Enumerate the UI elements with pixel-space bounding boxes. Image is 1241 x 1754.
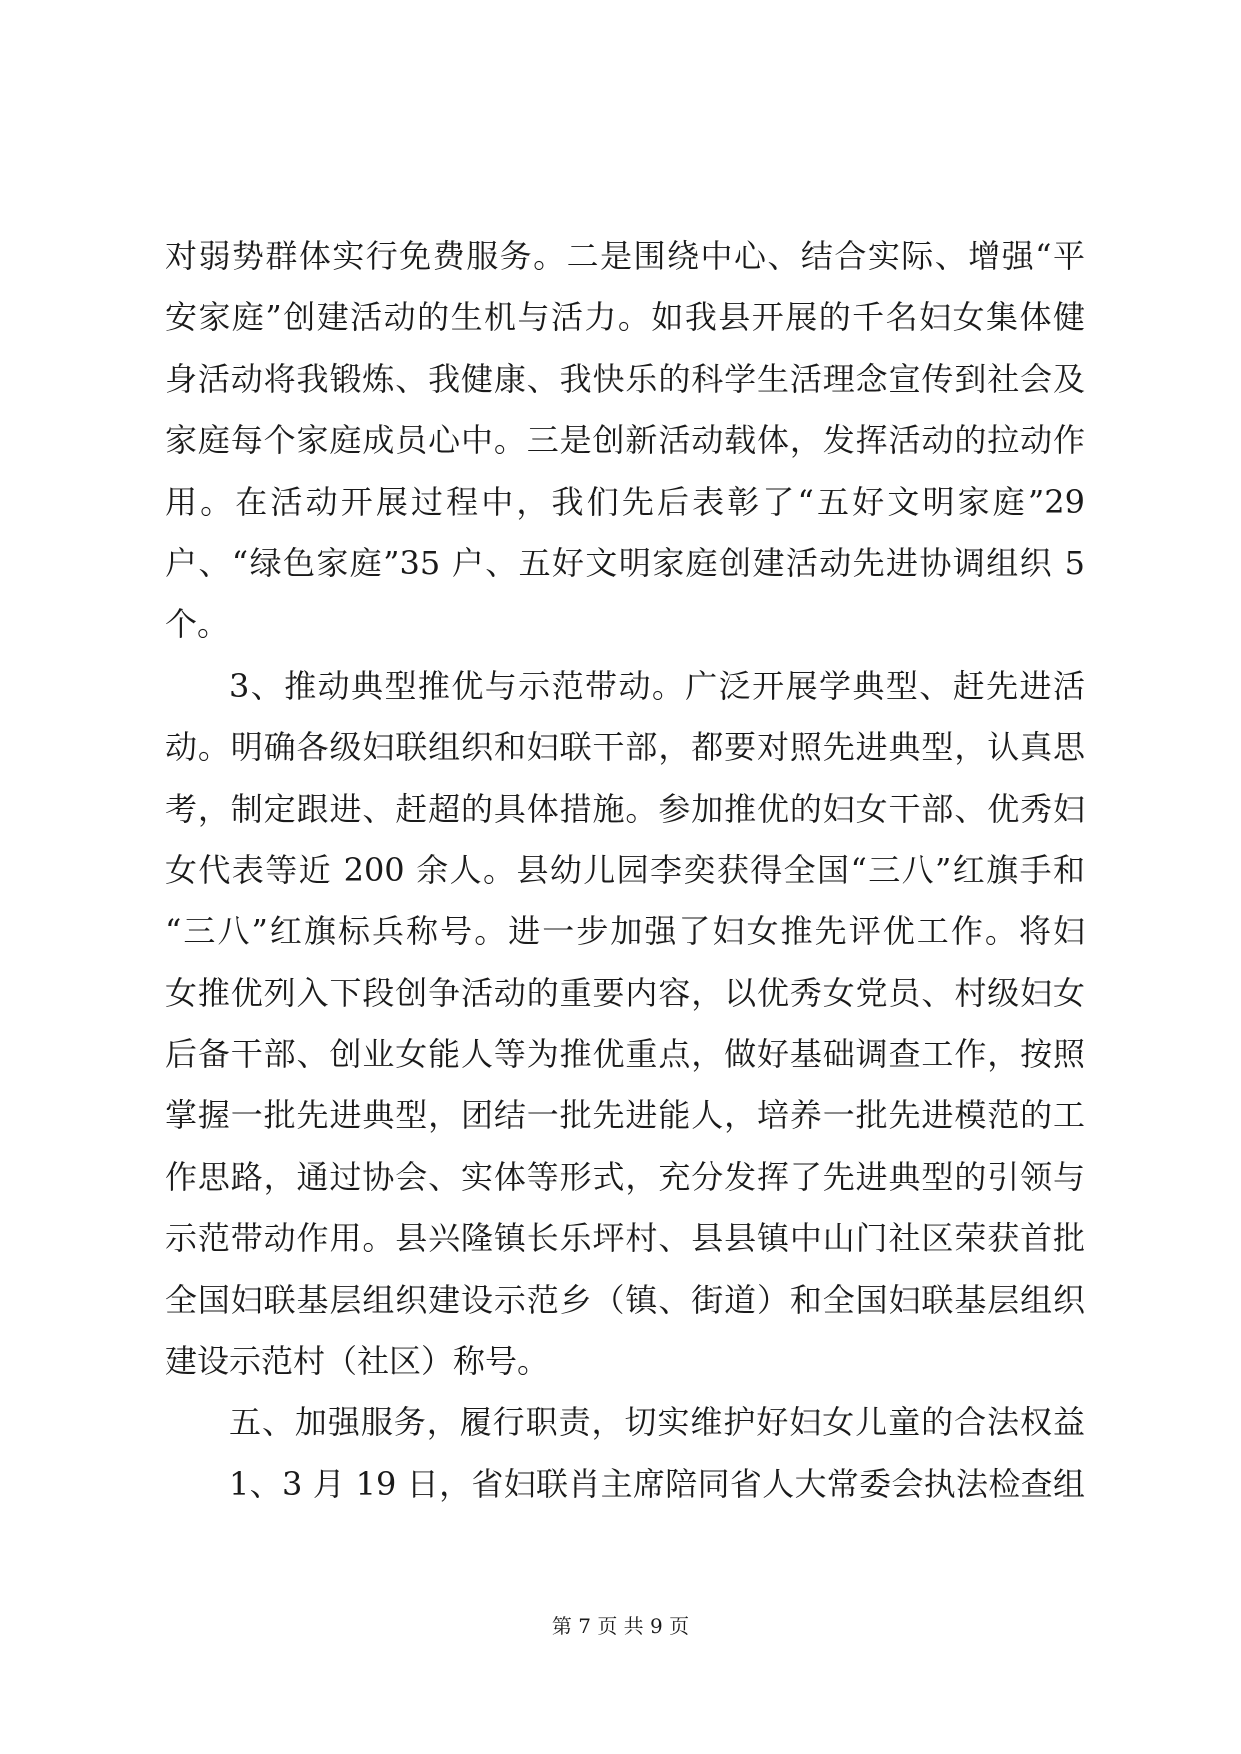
text-line: 建设示范村（社区）称号。 [165,1342,550,1381]
text-line: 掌握一批先进典型，团结一批先进能人，培养一批先进模范的工 [165,1096,1085,1135]
text-line: 安家庭”创建活动的生机与活力。如我县开展的千名妇女集体健 [165,298,1085,337]
text-line: 女代表等近 200 余人。县幼儿园李奕获得全国“三八”红旗手和 [165,850,1085,889]
text-line: 身活动将我锻炼、我健康、我快乐的科学生活理念宣传到社会及 [165,359,1085,398]
text-line: 考，制定跟进、赶超的具体措施。参加推优的妇女干部、优秀妇 [165,789,1085,828]
text-line: 1、3 月 19 日，省妇联肖主席陪同省人大常委会执法检查组 [229,1464,1085,1503]
body-text [165,226,1085,1515]
text-line: 作思路，通过协会、实体等形式，充分发挥了先进典型的引领与 [165,1157,1085,1196]
text-line: 示范带动作用。县兴隆镇长乐坪村、县县镇中山门社区荣获首批 [165,1219,1085,1258]
text-line: 个。 [165,605,230,644]
text-line: 全国妇联基层组织建设示范乡（镇、街道）和全国妇联基层组织 [165,1280,1085,1319]
text-line: 用。在活动开展过程中，我们先后表彰了“五好文明家庭”29 [165,482,1085,521]
text-line: 对弱势群体实行免费服务。二是围绕中心、结合实际、增强“平 [165,237,1085,275]
text-line: 动。明确各级妇联组织和妇联干部，都要对照先进典型，认真思 [165,728,1085,767]
text-line: 家庭每个家庭成员心中。三是创新活动载体，发挥活动的拉动作 [165,421,1085,460]
text-line: “三八”红旗标兵称号。进一步加强了妇女推先评优工作。将妇 [165,912,1085,951]
text-line: 五、加强服务，履行职责，切实维护好妇女儿童的合法权益 [229,1403,1085,1442]
text-line: 3、推动典型推优与示范带动。广泛开展学典型、赶先进活 [229,666,1085,705]
text-line: 户、“绿色家庭”35 户、五好文明家庭创建活动先进协调组织 5 [165,543,1085,582]
page-footer: 第 7 页 共 9 页 [551,1614,690,1638]
text-line: 后备干部、创业女能人等为推优重点，做好基础调查工作，按照 [165,1035,1085,1074]
text-line: 女推优列入下段创争活动的重要内容，以优秀女党员、村级妇女 [165,973,1085,1012]
